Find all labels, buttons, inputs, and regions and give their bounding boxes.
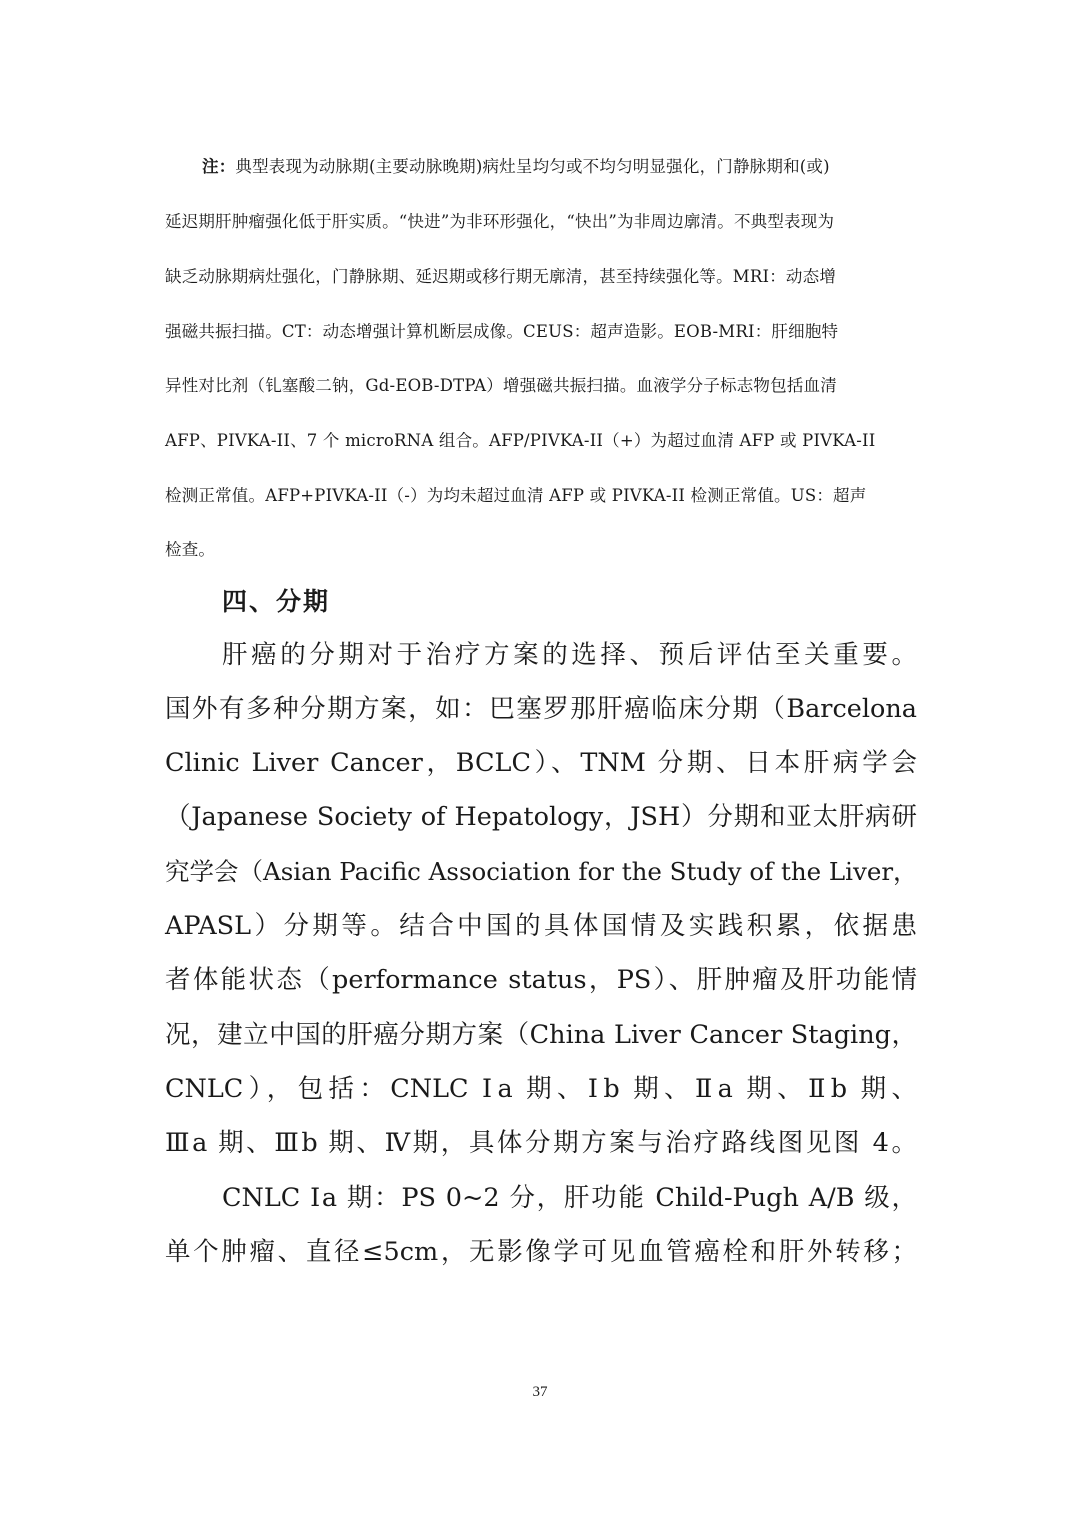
note-line xyxy=(202,157,830,177)
section-heading: 四、分期 xyxy=(222,587,331,616)
paragraph-line: CNLC），包括：CNLC Ⅰa 期、Ⅰb 期、Ⅱa 期、Ⅱb 期、 xyxy=(165,1074,917,1104)
paragraph-line: 究学会（Asian Pacific Association for the Study of the Liver， xyxy=(165,857,918,886)
paragraph-line: CNLC Ⅰa 期：PS 0~2 分，肝功能 Child-Pugh A/B 级， xyxy=(222,1183,917,1213)
note-line: 检查。 xyxy=(165,540,216,559)
paragraph-line: （Japanese Society of Hepatology，JSH）分期和亚太肝病研 xyxy=(165,802,917,832)
note-line: 缺乏动脉期病灶强化，门静脉期、延迟期或移行期无廓清，甚至持续强化等。MRI：动态增 xyxy=(165,267,837,286)
note-text: 典型表现为动脉期(主要动脉晚期)病灶呈均匀或不均匀明显强化，门静脉期和(或) xyxy=(235,157,830,176)
note-line: 强磁共振扫描。CT：动态增强计算机断层成像。CEUS：超声造影。EOB-MRI：肝细胞特 xyxy=(165,322,839,341)
paragraph-line: 肝癌的分期对于治疗方案的选择、预后评估至关重要。 xyxy=(222,640,917,670)
paragraph-line: 者体能状态（performance status，PS）、肝肿瘤及肝功能情 xyxy=(165,965,917,995)
paragraph-line: 单个肿瘤、直径≤5cm，无影像学可见血管癌栓和肝外转移； xyxy=(165,1237,917,1267)
note-line: AFP、PIVKA-II、7 个 microRNA 组合。AFP/PIVKA-II（+）为超过血清 AFP 或 PIVKA-II xyxy=(165,431,876,450)
note-line: 异性对比剂（钆塞酸二钠，Gd-EOB-DTPA）增强磁共振扫描。血液学分子标志物包括血清 xyxy=(165,376,837,395)
paragraph-line: Ⅲa 期、Ⅲb 期、Ⅳ期，具体分期方案与治疗路线图见图 4。 xyxy=(165,1128,917,1158)
paragraph-line: 况，建立中国的肝癌分期方案（China Liver Cancer Staging， xyxy=(165,1020,917,1050)
page-number: 37 xyxy=(532,1384,548,1400)
note-label: 注： xyxy=(202,157,236,176)
paragraph-line: 国外有多种分期方案，如：巴塞罗那肝癌临床分期（Barcelona xyxy=(165,694,917,724)
note-line: 检测正常值。AFP+PIVKA-II（-）为均未超过血清 AFP 或 PIVKA-II 检测正常值。US：超声 xyxy=(165,486,867,505)
note-line: 延迟期肝肿瘤强化低于肝实质。“快进”为非环形强化，“快出”为非周边廓清。不典型表现为 xyxy=(165,212,835,231)
paragraph-line: Clinic Liver Cancer，BCLC）、TNM 分期、日本肝病学会 xyxy=(165,748,917,778)
paragraph-line: APASL）分期等。结合中国的具体国情及实践积累，依据患 xyxy=(165,911,917,941)
